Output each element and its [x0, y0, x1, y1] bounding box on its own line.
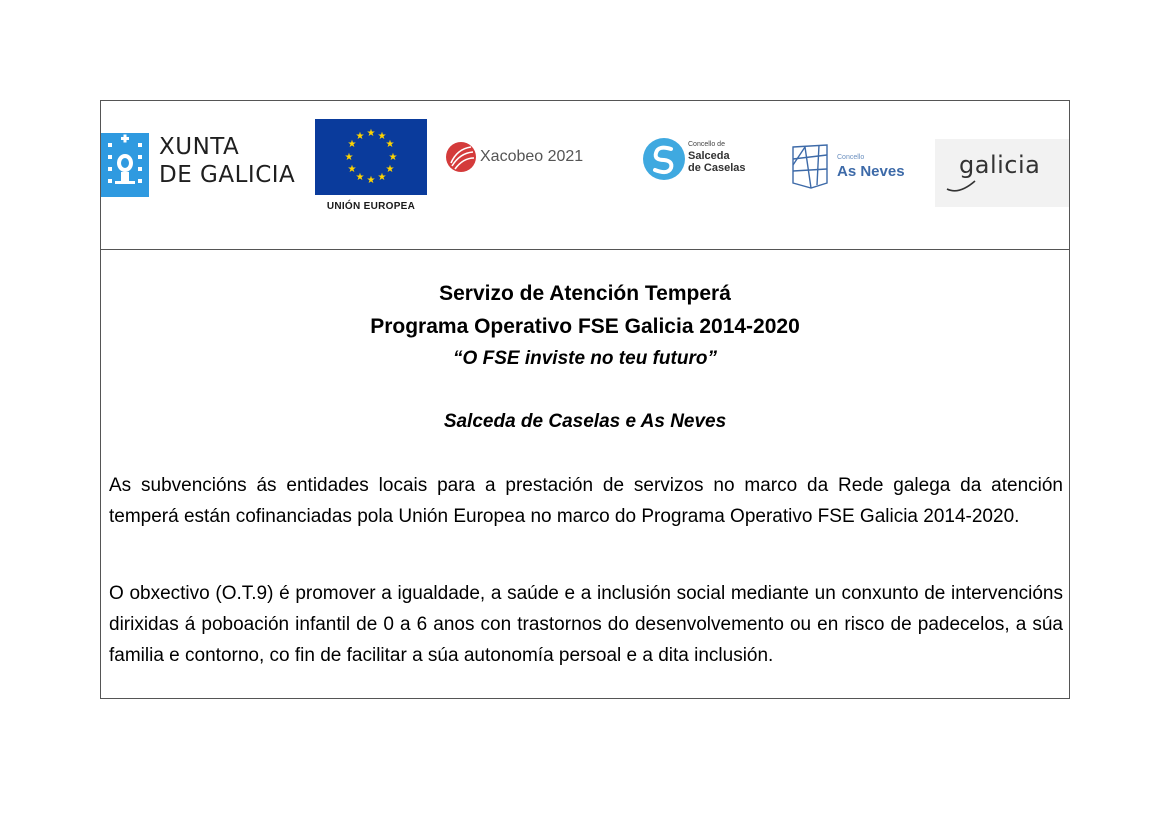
svg-text:★: ★ [355, 131, 365, 142]
salceda-logo [642, 137, 757, 183]
galicia-brand-logo [935, 139, 1069, 207]
svg-text:★: ★ [385, 139, 395, 150]
xunta-emblem-icon [101, 133, 149, 197]
svg-text:★: ★ [355, 172, 365, 183]
svg-text:★: ★ [344, 152, 354, 163]
svg-text:★: ★ [347, 164, 357, 175]
salceda-line1: Salceda [688, 150, 730, 162]
paragraph-2: O obxectivo (O.T.9) é promover a igualdade, a saúde e a inclusión social mediante un conxunto de intervencións dirixidas á poboación infantil de 0 a 6 anos con trastornos do desenvolvemento ou en risco de padecelos, a súa familia e contorno, co fin de facilitar a súa autonomía persoal e a dita inclusión. [109, 583, 1063, 666]
svg-text:★: ★ [385, 164, 395, 175]
document-subtitle: Programa Operativo FSE Galicia 2014-2020 [370, 315, 800, 338]
paragraph-1: As subvencións ás entidades locais para a prestación de servizos no marco da Rede galega da atención temperá están cofinanciadas pola Unión Europea no marco do Programa Operativo FSE Galicia 2014-2020. [109, 475, 1063, 527]
eu-logo [315, 119, 427, 214]
eu-caption: UNIÓN EUROPEA [326, 201, 416, 212]
as-neves-logo [791, 143, 921, 191]
galicia-text: galicia [959, 151, 1041, 179]
xunta-de-galicia-logo [101, 133, 306, 197]
document-title: Servizo de Atención Temperá [439, 282, 731, 305]
svg-text:★: ★ [377, 131, 387, 142]
salceda-small-text: Concello de [688, 141, 725, 148]
svg-text:★: ★ [388, 152, 398, 163]
document-frame [100, 100, 1070, 699]
xacobeo-logo [445, 141, 605, 175]
document-place: Salceda de Caselas e As Neves [443, 411, 727, 432]
svg-text:★: ★ [377, 172, 387, 183]
xacobeo-text: Xacobeo 2021 [480, 148, 584, 165]
document-slogan: “O FSE inviste no teu futuro” [453, 348, 717, 369]
xunta-line1: XUNTA [159, 134, 240, 160]
salceda-name [688, 150, 745, 174]
salceda-emblem-icon [642, 137, 686, 181]
as-neves-name: As Neves [837, 163, 905, 180]
xunta-line2: DE GALICIA [159, 162, 296, 188]
svg-text:★: ★ [366, 175, 376, 186]
eu-flag-icon [315, 119, 427, 195]
salceda-line2: de Caselas [688, 162, 746, 174]
svg-text:★: ★ [366, 128, 376, 139]
as-neves-small-text: Concello [837, 154, 865, 161]
logos-row [101, 101, 1069, 250]
as-neves-emblem-icon [791, 143, 829, 189]
svg-text:★: ★ [347, 139, 357, 150]
scallop-shell-icon [445, 141, 477, 173]
